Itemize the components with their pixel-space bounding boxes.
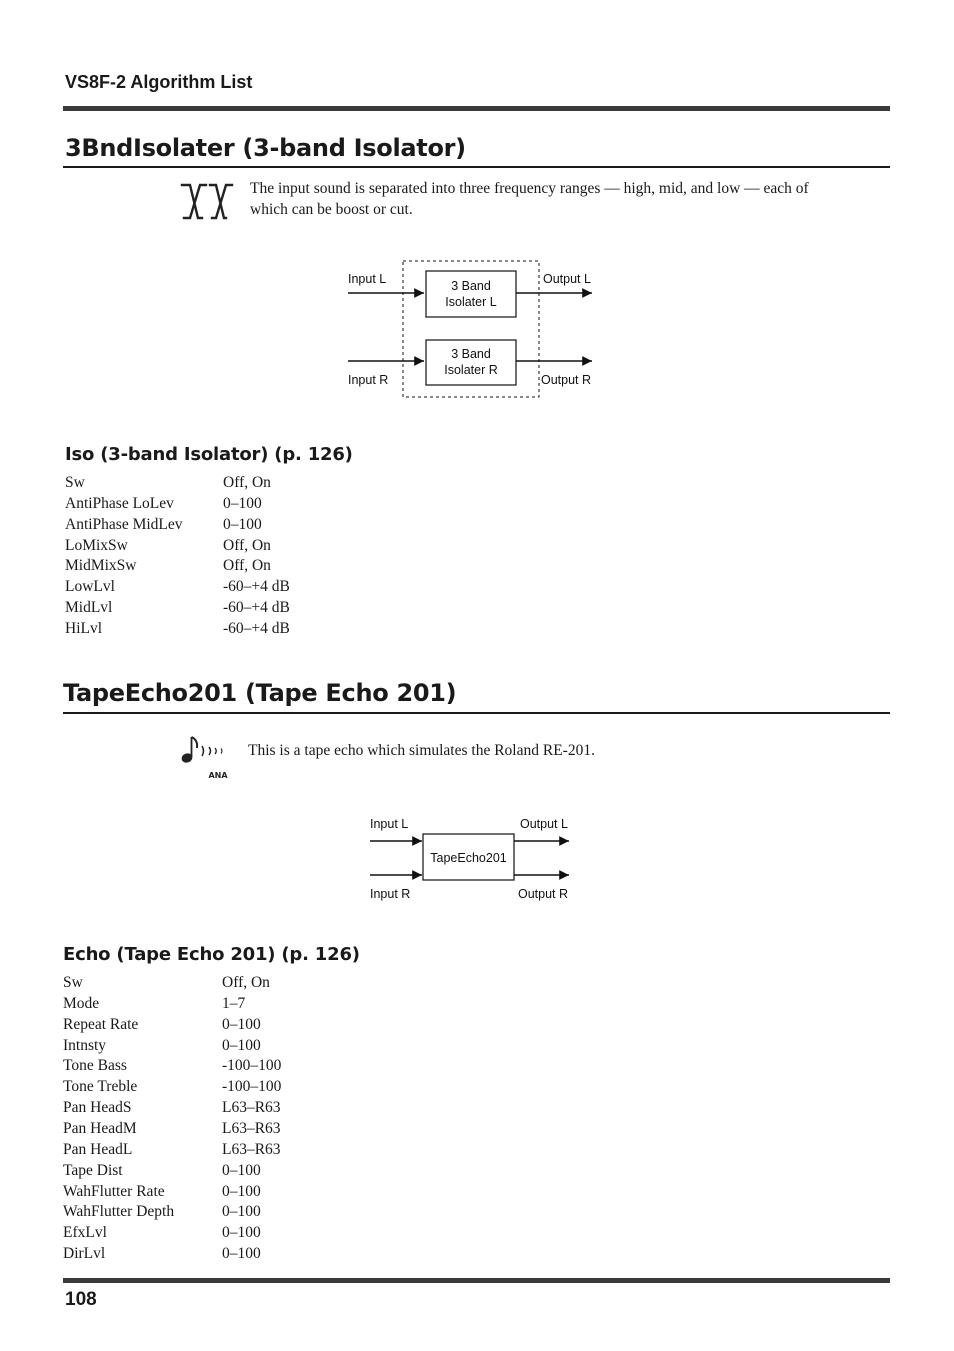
param-row: [63, 1139, 463, 1160]
header-rule: [63, 106, 890, 111]
section-description: [250, 178, 890, 220]
param-value: 1–7: [222, 994, 246, 1012]
param-row: [65, 472, 465, 493]
param-value: -60–+4 dB: [223, 578, 290, 596]
param-row: [63, 1097, 463, 1118]
block-l-line2: Isolater L: [445, 295, 497, 309]
output-r-label: Output R: [518, 887, 569, 901]
param-row: [63, 972, 463, 993]
section-title: TapeEcho201 (Tape Echo 201): [63, 679, 457, 707]
param-name: AntiPhase MidLev: [65, 515, 183, 533]
param-name: LoMixSw: [65, 536, 128, 554]
running-header: VS8F-2 Algorithm List: [65, 72, 253, 92]
param-value: 0–100: [222, 1245, 261, 1263]
param-row: [63, 1160, 463, 1181]
param-name: Mode: [63, 994, 100, 1012]
block-r-line2: Isolater R: [444, 363, 498, 377]
param-row: [65, 576, 465, 597]
param-name: Pan HeadL: [63, 1140, 133, 1158]
page-number: 108: [65, 1289, 97, 1310]
param-list: [63, 972, 463, 1272]
param-name: Pan HeadS: [63, 1099, 132, 1117]
param-name: WahFlutter Depth: [63, 1203, 175, 1221]
param-value: Off, On: [222, 974, 270, 991]
input-l-label: Input L: [348, 272, 387, 286]
param-value: L63–R63: [222, 1140, 281, 1158]
param-row: [65, 597, 465, 618]
param-name: WahFlutter Rate: [63, 1182, 165, 1200]
input-r-label: Input R: [348, 373, 389, 387]
param-name: Intnsty: [63, 1036, 107, 1054]
param-heading: Echo (Tape Echo 201) (p. 126): [63, 944, 360, 965]
three-band-isolator-icon: [180, 182, 234, 222]
section-title: 3BndIsolater (3-band Isolator): [65, 134, 466, 162]
param-heading: Iso (3-band Isolator) (p. 126): [65, 444, 353, 465]
section-description: This is a tape echo which simulates the Roland RE-201.: [248, 742, 595, 759]
block-l-line1: 3 Band: [451, 279, 491, 293]
param-name: HiLvl: [65, 619, 103, 637]
block-label: TapeEcho201: [430, 851, 507, 865]
param-row: [63, 1118, 463, 1139]
param-row: [63, 1076, 463, 1097]
footer-rule: [63, 1278, 890, 1283]
output-r-label: Output R: [541, 373, 592, 387]
param-row: [65, 493, 465, 514]
param-row: [63, 1222, 463, 1243]
param-name: Pan HeadM: [63, 1119, 137, 1137]
param-value: Off, On: [223, 474, 271, 491]
param-row: [65, 535, 465, 556]
param-value: 0–100: [222, 1161, 261, 1179]
param-value: 0–100: [223, 515, 262, 533]
param-name: Repeat Rate: [63, 1015, 139, 1033]
param-row: [63, 993, 463, 1014]
param-value: Off, On: [223, 557, 271, 575]
param-name: AntiPhase LoLev: [65, 494, 174, 512]
isolator-block-l: [426, 271, 516, 317]
ana-label: ANA: [208, 771, 228, 780]
section-rule: [63, 166, 890, 168]
param-row: [63, 1201, 463, 1222]
param-name: Sw: [65, 474, 85, 491]
param-value: Off, On: [223, 536, 271, 554]
param-name: Tape Dist: [63, 1161, 123, 1179]
param-value: -60–+4 dB: [223, 599, 290, 617]
param-value: -100–100: [222, 1057, 282, 1075]
param-name: EfxLvl: [63, 1224, 107, 1242]
signal-flow-diagram: [360, 810, 590, 910]
param-value: -60–+4 dB: [223, 619, 290, 637]
param-row: [65, 618, 465, 639]
param-row: [63, 1055, 463, 1076]
param-name: Sw: [63, 974, 83, 991]
description-line: which can be boost or cut.: [250, 201, 413, 218]
param-row: [63, 1243, 463, 1264]
param-value: 0–100: [223, 494, 262, 512]
param-name: Tone Bass: [63, 1057, 127, 1075]
signal-flow-diagram: [340, 255, 610, 405]
param-name: Tone Treble: [63, 1078, 138, 1096]
param-row: [63, 1181, 463, 1202]
input-r-label: Input R: [370, 887, 411, 901]
param-value: 0–100: [222, 1182, 261, 1200]
param-row: [63, 1014, 463, 1035]
output-l-label: Output L: [520, 817, 568, 831]
param-row: [65, 555, 465, 576]
output-l-label: Output L: [543, 272, 591, 286]
description-line: The input sound is separated into three frequency ranges — high, mid, and low — each of: [250, 180, 809, 197]
tape-echo-icon: [178, 734, 234, 782]
param-value: 0–100: [222, 1036, 261, 1054]
param-value: 0–100: [222, 1015, 261, 1033]
param-name: DirLvl: [63, 1245, 106, 1263]
param-value: 0–100: [222, 1203, 261, 1221]
param-name: MidLvl: [65, 599, 113, 617]
param-name: MidMixSw: [65, 557, 137, 575]
input-l-label: Input L: [370, 817, 409, 831]
param-list: [65, 472, 465, 642]
param-value: L63–R63: [222, 1099, 281, 1117]
param-name: LowLvl: [65, 578, 115, 596]
block-r-line1: 3 Band: [451, 347, 491, 361]
param-row: [63, 1035, 463, 1056]
param-value: L63–R63: [222, 1119, 281, 1137]
param-row: [65, 514, 465, 535]
param-value: 0–100: [222, 1224, 261, 1242]
section-rule: [63, 712, 890, 714]
param-value: -100–100: [222, 1078, 282, 1096]
